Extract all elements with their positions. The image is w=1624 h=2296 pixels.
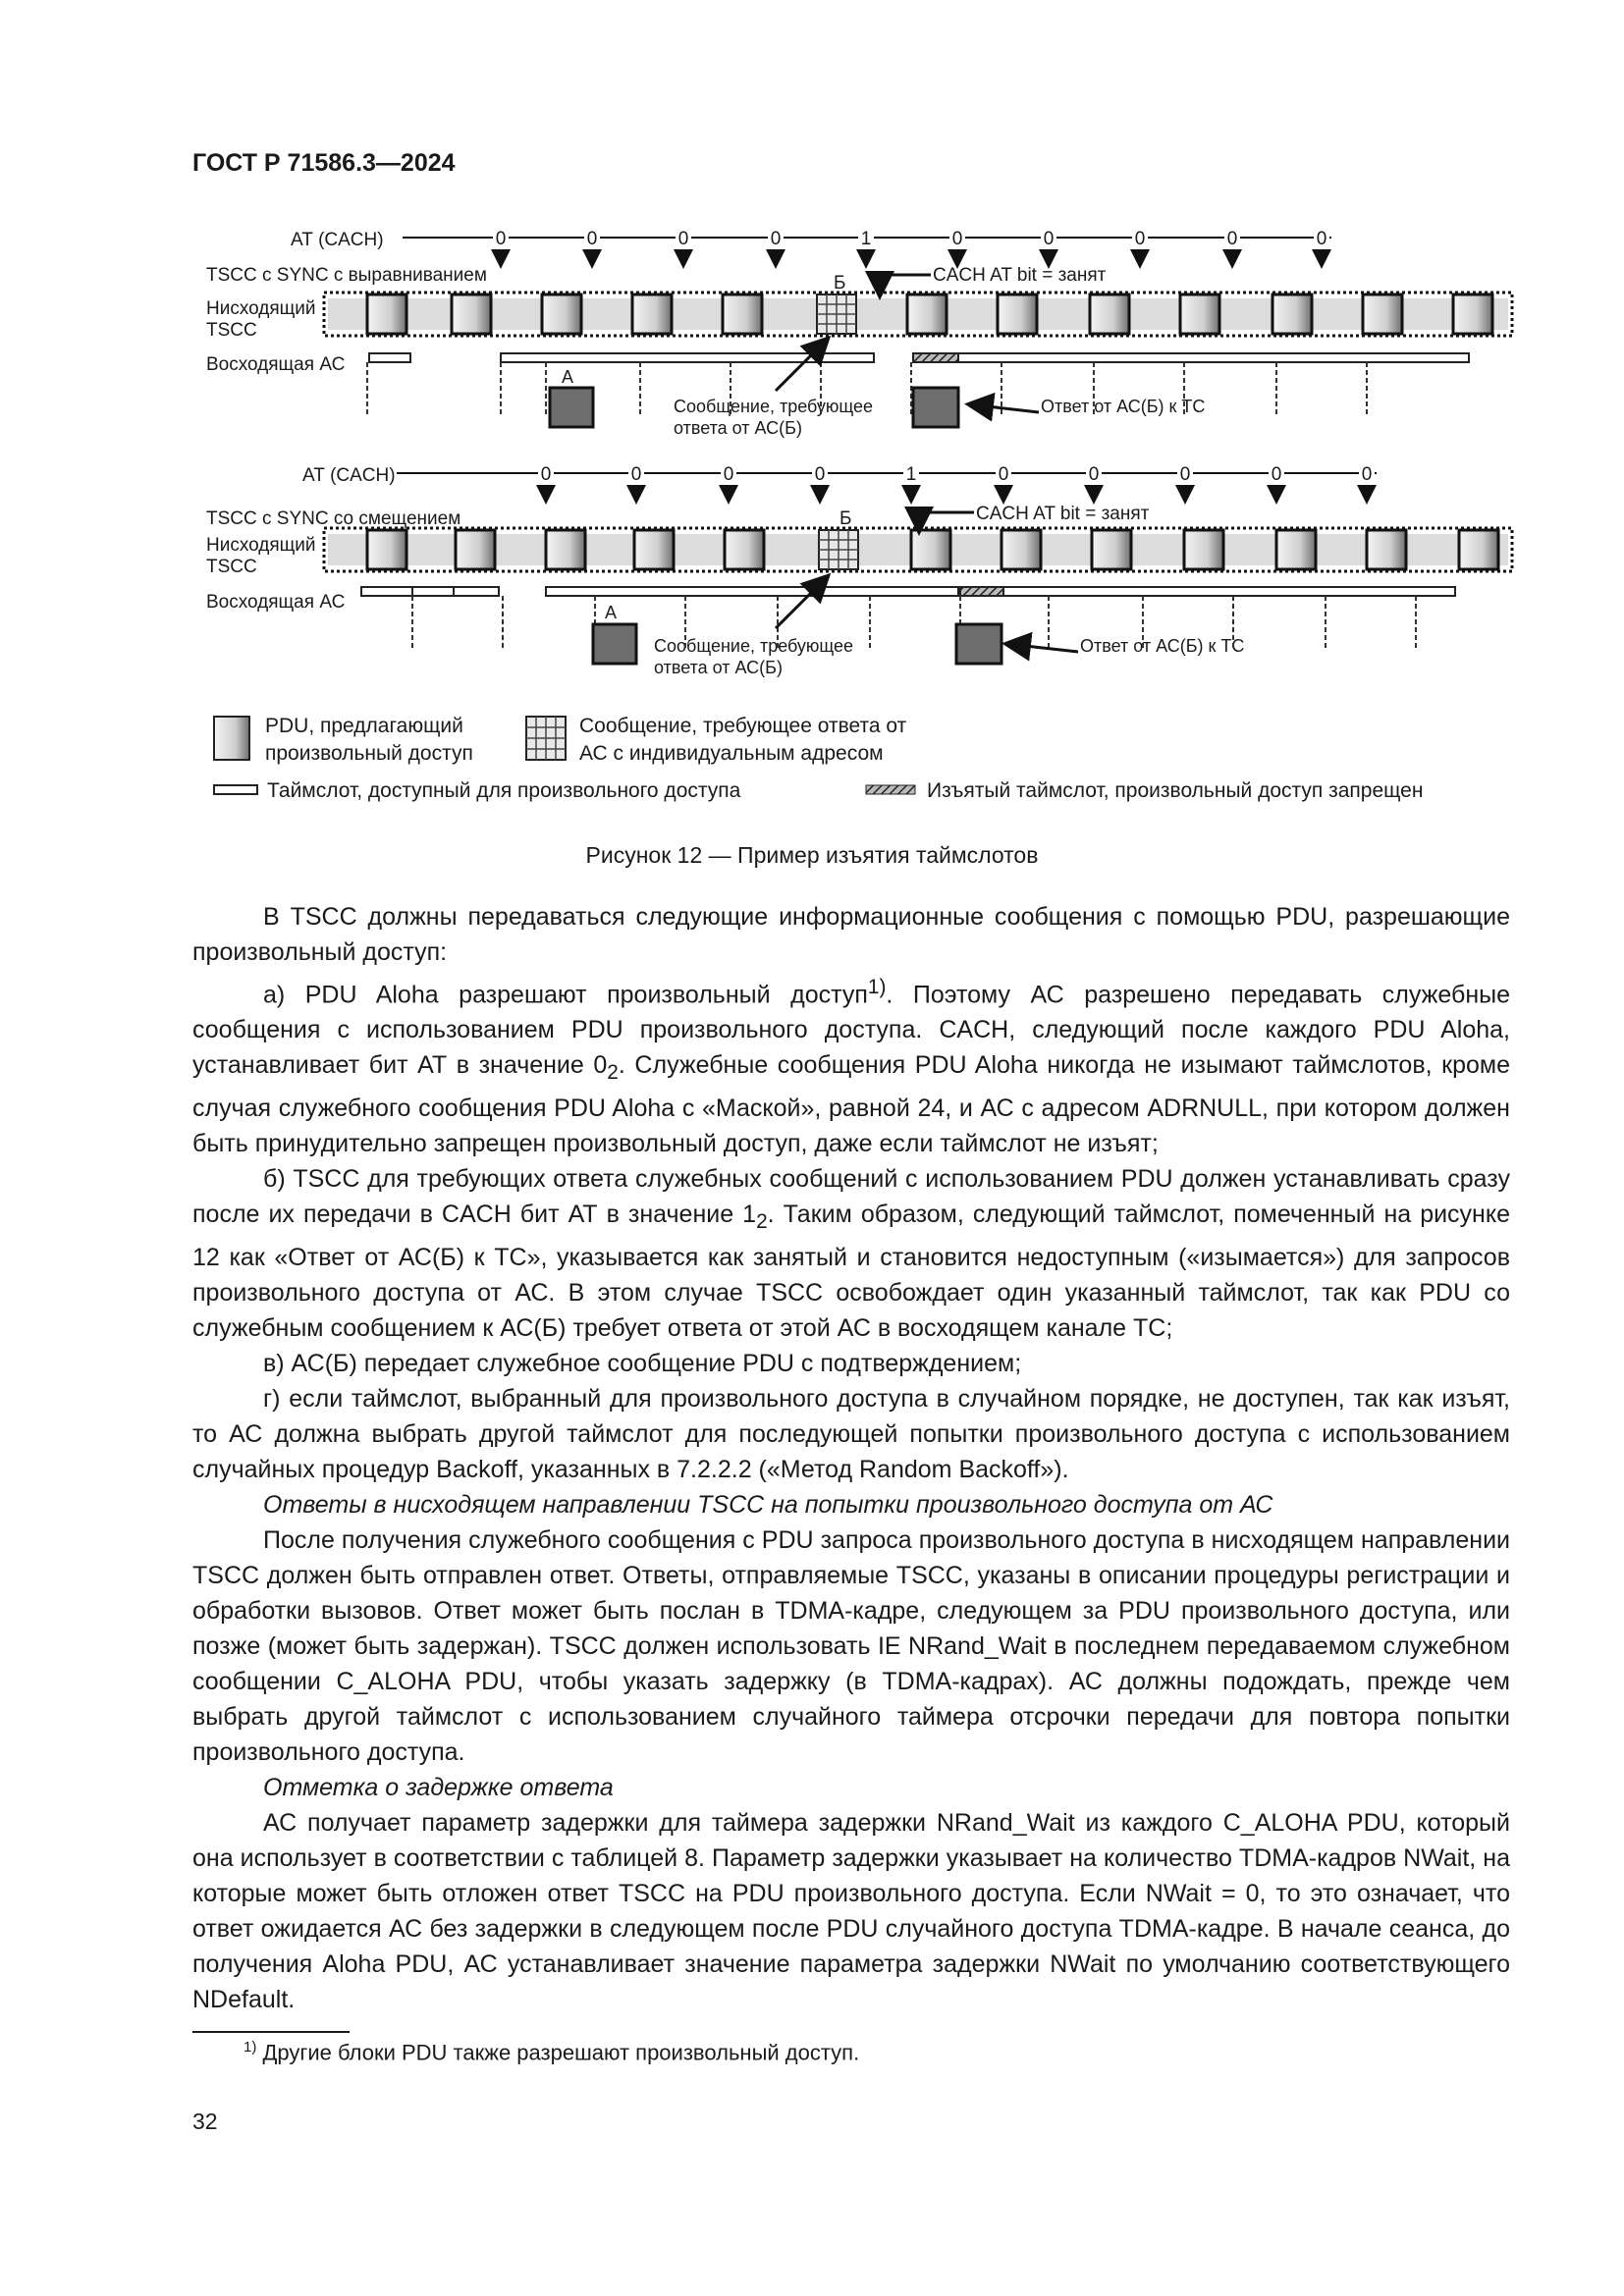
b-label [839,508,851,529]
pdu-block [998,294,1037,334]
cach-arrow [880,275,931,294]
pdu-block [725,530,764,569]
at-value: 0 [1134,229,1146,249]
pdu-block [546,530,585,569]
body-text [192,899,1510,2017]
pdu-block [1001,530,1041,569]
pdu-block [1272,294,1312,334]
pdu-block [1363,294,1402,334]
taken-timeslot [913,353,958,362]
uplink-label [206,592,345,613]
at-value: 0 [770,229,782,249]
uplink-timeslot [501,353,874,362]
figure-legend [214,715,1423,802]
svg-text:Нисходящий: Нисходящий [206,535,316,556]
legend-message-text: АС с индивидуальным адресом [579,742,884,765]
paragraph: б) TSCC для требующих ответа служебных сообщений с использованием PDU должен устанавливать сразу после их передачи в CACH бит АТ в значение $1_2$. Таким образом, следующий таймслот, помеченный на рисунке 12 как «Ответ от АС(Б) к ТС», указывается как занятый и становится недоступным («изымается») для запросов произвольного доступа от АС. В этом случае TSCC освобождает один указанный таймслот, так как PDU со служебным сообщением к АС(Б) требует ответа от этой АС в восходящем канале ТС; [192,1165,1510,1343]
reply-arrow [1007,644,1078,652]
pdu-block [1276,530,1316,569]
cach-note [976,504,1150,524]
burst-acb [956,624,1001,664]
uplink-timeslot [958,353,1469,362]
at-value: 0 [630,464,642,485]
paragraph: АС получает параметр задержки для таймера задержки NRand_Wait из каждого C_ALOHA PDU, который она использует в соответствии с таблицей 8. Параметр задержки указывает на количество TDMA-кадров NWait, на которые может быть отложен ответ TSCC на PDU произвольного доступа. Если NWait = 0, то это означает, что ответ ожидается АС без задержки в следующем после PDU случайного доступа TDMA-кадре. В начале сеанса, до получения Aloha PDU, АС устанавливает значение параметра задержки NWait по умолчанию соответствующего NDefault. [192,1809,1510,2014]
at-value: 0 [1043,229,1055,249]
downlink-label [206,298,316,341]
message-block [819,530,858,569]
footnote-divider [192,2031,350,2033]
svg-text:А: А [562,367,574,387]
document-header: ГОСТ Р 71586.3—2024 [192,149,456,177]
message-arrow [776,577,827,628]
timeslot-figure [0,0,1624,825]
legend-message-text: Сообщение, требующее ответа от [579,715,907,737]
svg-text:ответа от АС(Б): ответа от АС(Б) [674,418,802,438]
svg-text:Нисходящий: Нисходящий [206,298,316,319]
sync-label [206,265,487,286]
reply-arrow [970,404,1039,412]
at-value: 0 [814,464,826,485]
at-value: 0 [998,464,1009,485]
at-value: 0 [723,464,734,485]
b-label [834,273,845,294]
uplink-timeslot [369,353,410,362]
legend-pdu-swatch [214,717,249,760]
paragraph: а) PDU Aloha разрешают произвольный доступ$^{1)}$. Поэтому АС разрешено передавать служебные сообщения с использованием PDU произвольного доступа. CACH, следующий после каждого PDU Aloha, устанавливает бит АТ в значение $0_2$. Служебные сообщения PDU Aloha никогда не изымают таймслотов, кроме случая служебного сообщения PDU Aloha с «Маской», равной 24, и АС с адресом ADRNULL, при котором должен быть принудительно запрещен произвольный доступ, даже если таймслот не изъят; [192,976,1510,1158]
pdu-block [367,294,406,334]
at-value: 0 [495,229,507,249]
svg-text:TSCC: TSCC [206,557,257,577]
at-value: 1 [860,229,872,249]
pdu-block [907,294,947,334]
message-note [654,636,853,677]
message-block [817,294,856,334]
diagram-offset [206,461,1512,677]
svg-text:Ответ от АС(Б) к ТС: Ответ от АС(Б) к ТС [1041,397,1206,416]
legend-taken-text: Изъятый таймслот, произвольный доступ запрещен [927,779,1424,802]
burst-a [550,388,593,427]
legend-pdu-text: произвольный доступ [265,742,473,765]
at-value: 0 [1316,229,1327,249]
reply-note [1041,397,1205,416]
paragraph: В TSCC должны передаваться следующие информационные сообщения с помощью PDU, разрешающие произвольный доступ: [192,903,1510,966]
legend-message-swatch [526,717,566,760]
diagram-aligned [206,226,1512,438]
svg-text:АТ (CACH): АТ (CACH) [302,465,396,486]
uplink-timeslot [546,587,958,596]
pdu-block [723,294,762,334]
at-value: 1 [905,464,917,485]
at-value: 0 [1226,229,1238,249]
pdu-block [367,530,406,569]
svg-text:Б: Б [839,508,852,529]
svg-text:Сообщение, требующее: Сообщение, требующее [654,636,854,656]
at-value: 0 [677,229,689,249]
message-arrow [776,340,827,391]
downlink-label [206,535,316,577]
pdu-block [456,530,495,569]
at-value: 0 [1179,464,1191,485]
taken-timeslot [960,587,1003,596]
page-number: 32 [192,2109,218,2134]
svg-text:TSCC с SYNC со смещением: TSCC с SYNC со смещением [206,508,461,529]
at-value: 0 [951,229,963,249]
svg-text:А: А [605,603,618,622]
pdu-block [1453,294,1492,334]
uplink-timeslot [1003,587,1455,596]
burst-acb [913,388,958,427]
footnote: $^{1)}$ Другие блоки PDU также разрешают произвольный доступ. [244,2039,860,2065]
pdu-block [1180,294,1219,334]
svg-text:Сообщение, требующее: Сообщение, требующее [674,397,874,416]
at-value: 0 [1088,464,1100,485]
at-value: 0 [1271,464,1282,485]
pdu-block [634,530,674,569]
cach-note [933,265,1107,286]
legend-slot-text: Таймслот, доступный для произвольного доступа [267,779,741,802]
burst-a [593,624,636,664]
svg-text:CACH AT bit = занят: CACH AT bit = занят [976,504,1150,524]
at-value: 0 [586,229,598,249]
pdu-block [542,294,581,334]
uplink-label [206,354,345,375]
svg-text:Восходящая АС: Восходящая АС [206,354,346,375]
subheading: Ответы в нисходящем направлении TSCC на попытки произвольного доступа от АС [263,1491,1273,1520]
at-label [302,465,396,486]
pdu-block [911,530,950,569]
subheading: Отметка о задержке ответа [263,1774,614,1802]
at-value: 0 [540,464,552,485]
pdu-block [632,294,672,334]
svg-text:Б: Б [834,273,846,294]
svg-text:TSCC с SYNC с выравниванием: TSCC с SYNC с выравниванием [206,265,487,286]
pdu-block [1459,530,1498,569]
pdu-block [1090,294,1129,334]
sync-label [206,508,460,529]
svg-text:TSCC: TSCC [206,320,257,341]
svg-text:CACH AT bit = занят: CACH AT bit = занят [933,265,1107,286]
uplink-timeslot [412,587,454,596]
svg-text:АТ (CACH): АТ (CACH) [291,230,384,250]
svg-text:ответа от АС(Б): ответа от АС(Б) [654,658,783,677]
a-label [562,367,573,387]
legend-slot-swatch [214,785,257,794]
figure-caption: Рисунок 12 — Пример изъятия таймслотов [585,842,1039,868]
footnote-ref: 1) [867,976,887,998]
svg-text:Ответ от АС(Б) к ТС: Ответ от АС(Б) к ТС [1080,636,1245,656]
pdu-block [1092,530,1131,569]
at-value: 0 [1361,464,1373,485]
paragraph: После получения служебного сообщения с PDU запроса произвольного доступа в нисходящем направлении TSCC должен быть отправлен ответ. Ответы, отправляемые TSCC, указаны в описании процедуры регистрации и обработки вызовов. Ответ может быть послан в TDMA-кадре, следующем за PDU произвольного доступа, или позже (может быть задержан). TSCC должен использовать IE NRand_Wait в последнем передаваемом служебном сообщении C_ALOHA PDU, чтобы указать задержку (в TDMA-кадрах). АС должны подождать, прежде чем выбрать другой таймслот с использованием случайного таймера отсрочки передачи для повтора попытки произвольного доступа. [192,1526,1510,1767]
pdu-block [1367,530,1406,569]
pdu-block [452,294,491,334]
a-label [605,603,617,622]
reply-note [1080,636,1244,656]
paragraph: в) АС(Б) передает служебное сообщение PDU с подтверждением; [263,1350,1022,1378]
message-note [674,397,873,438]
paragraph: г) если таймслот, выбранный для произвольного доступа в случайном порядке, не доступен, так как изъят, то АС должна выбрать другой таймслот для последующей попытки произвольного доступа с использованием случайных процедур Backoff, указанных в 7.2.2.2 («Метод Random Backoff»). [192,1385,1510,1484]
at-label [291,230,384,250]
svg-text:Восходящая АС: Восходящая АС [206,592,346,613]
legend-pdu-text: PDU, предлагающий [265,715,463,737]
pdu-block [1184,530,1223,569]
legend-taken-swatch [866,785,915,794]
